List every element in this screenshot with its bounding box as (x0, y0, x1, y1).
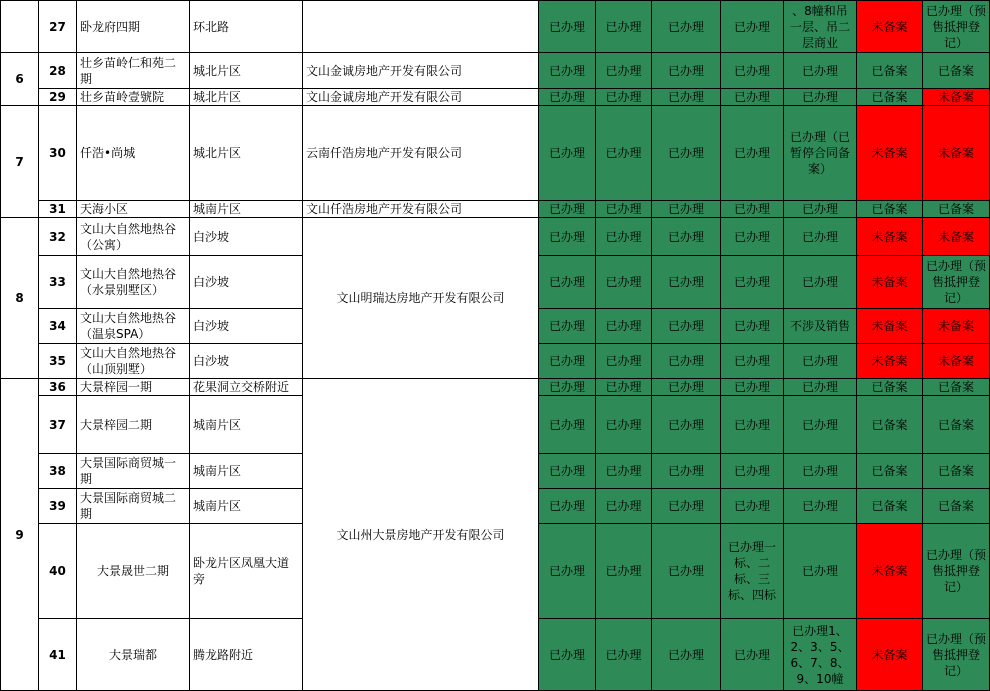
status-cell: 已办理 (652, 619, 721, 691)
status-cell: 已办理 (784, 454, 857, 489)
project-location: 白沙坡 (190, 344, 303, 379)
status-cell: 未备案 (857, 309, 923, 344)
project-location: 腾龙路附近 (190, 619, 303, 691)
status-cell: 已办理 (652, 1, 721, 53)
project-name: 仟浩•尚城 (77, 106, 190, 201)
status-cell: 已办理 (539, 379, 596, 396)
status-cell: 已备案 (857, 396, 923, 454)
status-cell: 已办理 (539, 218, 596, 256)
status-cell: 已办理 (652, 379, 721, 396)
row-number: 38 (39, 454, 77, 489)
project-location: 花果洞立交桥附近 (190, 379, 303, 396)
status-cell: 已办理 (596, 53, 652, 89)
project-name: 大景国际商贸城二期 (77, 489, 190, 524)
group-cell: 9 (1, 379, 39, 691)
status-cell: 已办理 (784, 524, 857, 619)
status-cell: 已办理 (596, 454, 652, 489)
status-cell: 已办理 (596, 201, 652, 218)
status-cell: 已办理 (721, 1, 784, 53)
status-cell: 已办理 (784, 396, 857, 454)
status-cell: 未备案 (857, 256, 923, 309)
status-cell: 已办理 (721, 218, 784, 256)
status-cell: 已办理 (721, 454, 784, 489)
status-cell: 未备案 (857, 1, 923, 53)
project-location: 城北片区 (190, 89, 303, 106)
status-cell: 未备案 (857, 106, 923, 201)
status-cell: 已办理 (721, 53, 784, 89)
project-name: 文山大自然地热谷（公寓） (77, 218, 190, 256)
status-cell: 已办理 (596, 218, 652, 256)
project-location: 环北路 (190, 1, 303, 53)
status-cell: 未备案 (923, 309, 990, 344)
row-number: 28 (39, 53, 77, 89)
status-cell: 已办理 (539, 256, 596, 309)
row-number: 41 (39, 619, 77, 691)
status-cell: 已办理 (539, 106, 596, 201)
status-cell: 已备案 (857, 489, 923, 524)
status-cell: 已办理 (721, 106, 784, 201)
status-cell: 已办理 (652, 256, 721, 309)
project-name: 壮乡苗岭仁和苑二期 (77, 53, 190, 89)
status-cell: 已办理 (652, 524, 721, 619)
status-cell: 已办理 (652, 344, 721, 379)
status-cell: 已备案 (857, 53, 923, 89)
status-cell: 已办理 (596, 396, 652, 454)
project-name: 文山大自然地热谷（温泉SPA） (77, 309, 190, 344)
status-cell: 已办理 (784, 344, 857, 379)
status-cell: 已办理 (784, 256, 857, 309)
status-cell: 已办理 (721, 201, 784, 218)
project-name: 大景梓园二期 (77, 396, 190, 454)
status-cell: 已办理 (721, 396, 784, 454)
row-number: 35 (39, 344, 77, 379)
project-name: 壮乡苗岭壹號院 (77, 89, 190, 106)
status-cell: 已办理 (539, 344, 596, 379)
status-cell: 未备案 (923, 344, 990, 379)
row-number: 33 (39, 256, 77, 309)
status-cell: 已办理 (652, 454, 721, 489)
project-location: 城南片区 (190, 201, 303, 218)
project-name: 文山大自然地热谷（山顶别墅） (77, 344, 190, 379)
status-cell: 已备案 (857, 454, 923, 489)
row-number: 40 (39, 524, 77, 619)
project-location: 卧龙片区凤凰大道旁 (190, 524, 303, 619)
status-cell: 已办理 (539, 309, 596, 344)
developer-cell: 文山明瑞达房地产开发有限公司 (303, 218, 539, 379)
table-row[interactable] (1, 89, 990, 106)
status-cell: 、8幢和吊一层、吊二层商业 (784, 1, 857, 53)
project-location: 城南片区 (190, 396, 303, 454)
project-location: 城北片区 (190, 106, 303, 201)
status-cell: 已办理 (721, 309, 784, 344)
status-cell: 已办理 (596, 489, 652, 524)
status-cell: 已办理（预售抵押登记） (923, 524, 990, 619)
status-cell: 已办理（预售抵押登记） (923, 1, 990, 53)
status-cell: 已办理 (596, 379, 652, 396)
status-cell: 已备案 (923, 201, 990, 218)
developer-cell: 文山金诚房地产开发有限公司 (303, 89, 539, 106)
status-cell: 已办理 (652, 89, 721, 106)
status-cell: 已备案 (923, 489, 990, 524)
status-cell: 已办理 (721, 256, 784, 309)
row-number: 32 (39, 218, 77, 256)
status-cell: 已办理（预售抵押登记） (923, 256, 990, 309)
status-cell: 已办理 (652, 489, 721, 524)
status-cell: 未备案 (923, 89, 990, 106)
status-cell: 已办理 (721, 344, 784, 379)
status-cell: 未备案 (857, 619, 923, 691)
status-cell: 已办理1、2、3、5、6、7、8、9、10幢 (784, 619, 857, 691)
row-number: 36 (39, 379, 77, 396)
table-row[interactable] (1, 106, 990, 201)
status-cell: 已办理 (539, 201, 596, 218)
group-cell (1, 1, 39, 53)
status-cell: 已办理 (784, 218, 857, 256)
status-cell: 已办理 (652, 201, 721, 218)
project-location: 白沙坡 (190, 218, 303, 256)
project-location: 城南片区 (190, 454, 303, 489)
status-cell: 已办理 (539, 489, 596, 524)
status-cell: 已办理 (721, 619, 784, 691)
project-name: 文山大自然地热谷（水景别墅区） (77, 256, 190, 309)
status-cell: 未备案 (857, 524, 923, 619)
project-name: 大景梓园一期 (77, 379, 190, 396)
status-cell: 已办理 (539, 454, 596, 489)
project-name: 天海小区 (77, 201, 190, 218)
row-number: 39 (39, 489, 77, 524)
status-cell: 已办理 (596, 524, 652, 619)
status-cell: 未备案 (923, 106, 990, 201)
row-number: 34 (39, 309, 77, 344)
status-cell: 未备案 (857, 218, 923, 256)
table-row[interactable] (1, 1, 990, 53)
status-cell: 已办理 (784, 489, 857, 524)
status-cell: 已办理 (539, 619, 596, 691)
status-cell: 已办理 (784, 201, 857, 218)
developer-cell (303, 1, 539, 53)
project-location: 城北片区 (190, 53, 303, 89)
status-cell: 已办理 (652, 106, 721, 201)
status-cell: 已办理 (721, 489, 784, 524)
status-cell: 已备案 (923, 53, 990, 89)
status-cell: 已办理 (596, 106, 652, 201)
status-cell: 已办理 (784, 53, 857, 89)
row-number: 31 (39, 201, 77, 218)
status-cell: 不涉及销售 (784, 309, 857, 344)
status-cell: 已办理 (539, 524, 596, 619)
status-cell: 已办理 (652, 218, 721, 256)
project-name: 大景晟世二期 (77, 524, 190, 619)
status-cell: 已办理 (596, 309, 652, 344)
row-number: 29 (39, 89, 77, 106)
status-cell: 已办理 (652, 309, 721, 344)
row-number: 30 (39, 106, 77, 201)
developer-cell: 云南仟浩房地产开发有限公司 (303, 106, 539, 201)
status-cell: 已办理 (539, 396, 596, 454)
status-cell: 已办理（已暂停合同备案） (784, 106, 857, 201)
status-cell: 已办理 (596, 1, 652, 53)
status-cell: 已办理（预售抵押登记） (923, 619, 990, 691)
status-cell: 已办理 (784, 89, 857, 106)
status-cell: 已备案 (857, 201, 923, 218)
status-cell: 已办理 (652, 396, 721, 454)
table-row[interactable] (1, 218, 990, 256)
status-cell: 已办理 (721, 379, 784, 396)
table-row[interactable] (1, 201, 990, 218)
table-row[interactable] (1, 379, 990, 396)
group-cell: 6 (1, 53, 39, 106)
project-location: 白沙坡 (190, 309, 303, 344)
table-row[interactable] (1, 53, 990, 89)
status-cell: 已备案 (923, 454, 990, 489)
group-cell: 7 (1, 106, 39, 218)
status-cell: 已办理 (596, 89, 652, 106)
status-cell: 未备案 (857, 344, 923, 379)
developer-cell: 文山金诚房地产开发有限公司 (303, 53, 539, 89)
status-cell: 已办理 (596, 619, 652, 691)
status-cell: 已办理 (539, 1, 596, 53)
developer-cell: 文山州大景房地产开发有限公司 (303, 379, 539, 691)
status-cell: 已备案 (857, 379, 923, 396)
status-cell: 已办理 (721, 89, 784, 106)
status-cell: 已备案 (923, 396, 990, 454)
status-cell: 未备案 (923, 218, 990, 256)
status-cell: 已办理 (784, 379, 857, 396)
status-cell: 已办理一标、二标、三标、四标 (721, 524, 784, 619)
status-cell: 已办理 (596, 256, 652, 309)
row-number: 27 (39, 1, 77, 53)
project-name: 大景瑞都 (77, 619, 190, 691)
project-location: 城南片区 (190, 489, 303, 524)
project-name: 卧龙府四期 (77, 1, 190, 53)
project-location: 白沙坡 (190, 256, 303, 309)
developer-cell: 文山仟浩房地产开发有限公司 (303, 201, 539, 218)
status-cell: 已备案 (857, 89, 923, 106)
row-number: 37 (39, 396, 77, 454)
group-cell: 8 (1, 218, 39, 379)
status-cell: 已办理 (596, 344, 652, 379)
status-cell: 已办理 (539, 89, 596, 106)
status-cell: 已办理 (539, 53, 596, 89)
status-cell: 已办理 (652, 53, 721, 89)
project-name: 大景国际商贸城一期 (77, 454, 190, 489)
status-cell: 已备案 (923, 379, 990, 396)
